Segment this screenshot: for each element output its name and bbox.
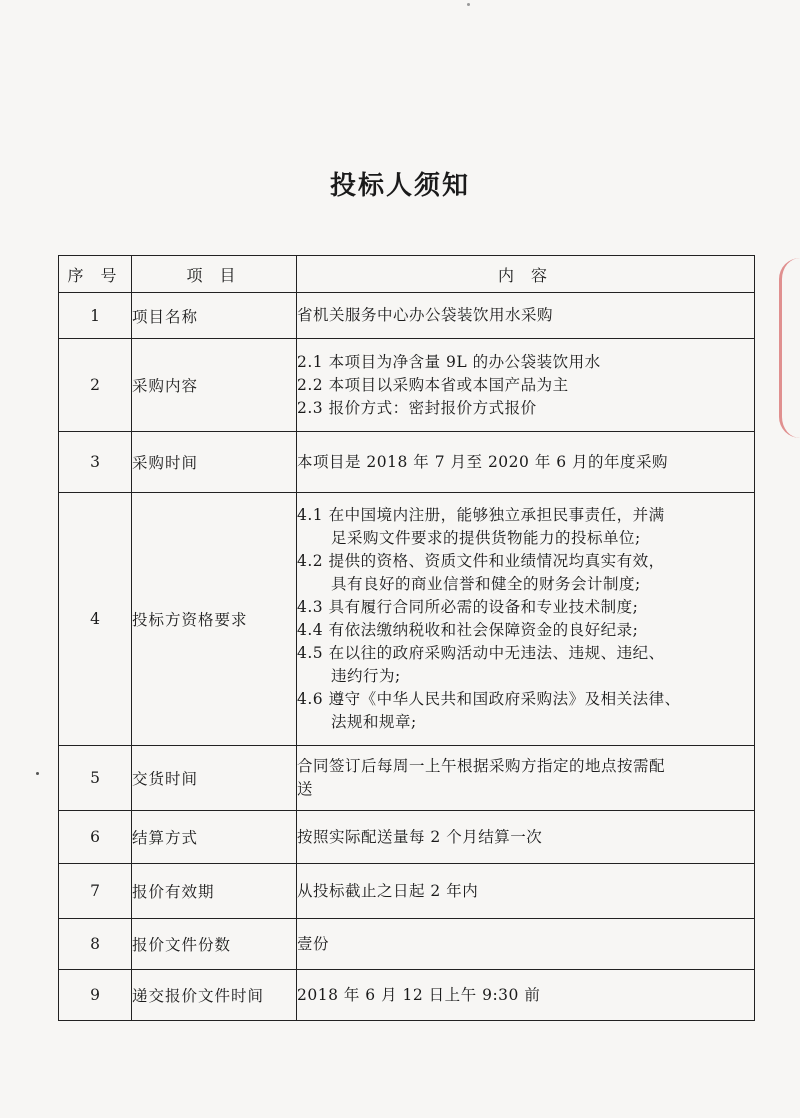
row-content xyxy=(297,339,755,432)
row-no: 5 xyxy=(59,746,132,811)
row-no: 2 xyxy=(59,339,132,432)
bidder-notice-table xyxy=(58,255,755,1021)
row-content xyxy=(297,493,755,746)
header-content: 内 容 xyxy=(297,256,755,293)
row-item: 报价有效期 xyxy=(132,864,297,919)
content-line: 合同签订后每周一上午根据采购方指定的地点按需配 xyxy=(297,757,666,775)
row-item: 报价文件份数 xyxy=(132,919,297,970)
scan-speck xyxy=(36,772,39,775)
row-content xyxy=(297,746,755,811)
row-no: 4 xyxy=(59,493,132,746)
content-line: 违约行为; xyxy=(331,667,401,685)
content-line: 2.1 本项目为净含量 9L 的办公袋装饮用水 xyxy=(297,352,601,371)
row-no: 7 xyxy=(59,864,132,919)
table-row xyxy=(59,811,755,864)
row-content xyxy=(297,811,755,864)
table-row xyxy=(59,919,755,970)
row-content xyxy=(297,919,755,970)
row-content xyxy=(297,970,755,1021)
table-row xyxy=(59,339,755,432)
table-row xyxy=(59,432,755,493)
content-line: 4.6 遵守《中华人民共和国政府采购法》及相关法律、 xyxy=(297,690,681,708)
content-line: 4.2 提供的资格、资质文件和业绩情况均真实有效， xyxy=(297,552,665,570)
row-no: 1 xyxy=(59,293,132,339)
content-line: 省机关服务中心办公袋装饮用水采购 xyxy=(297,306,554,324)
row-item: 项目名称 xyxy=(132,293,297,339)
content-line: 4.5 在以往的政府采购活动中无违法、违规、违纪、 xyxy=(297,644,665,662)
content-line: 4.1 在中国境内注册，能够独立承担民事责任，并满 xyxy=(297,506,665,524)
content-line: 足采购文件要求的提供货物能力的投标单位; xyxy=(331,529,641,547)
table-header-row xyxy=(59,256,755,293)
content-line: 壹份 xyxy=(297,934,330,953)
content-line: 从投标截止之日起 2 年内 xyxy=(297,881,479,900)
row-item: 采购内容 xyxy=(132,339,297,432)
content-line: 法规和规章; xyxy=(331,713,417,731)
table-row xyxy=(59,293,755,339)
content-line: 4.3 具有履行合同所必需的设备和专业技术制度; xyxy=(297,598,639,616)
header-no: 序 号 xyxy=(59,256,132,293)
row-no: 3 xyxy=(59,432,132,493)
content-line: 2.3 报价方式：密封报价方式报价 xyxy=(297,398,537,417)
content-line: 2018 年 6 月 12 日上午 9:30 前 xyxy=(297,985,541,1004)
row-item: 采购时间 xyxy=(132,432,297,493)
content-line: 本项目是 2018 年 7 月至 2020 年 6 月的年度采购 xyxy=(297,452,669,471)
content-line: 具有良好的商业信誉和健全的财务会计制度; xyxy=(331,575,641,593)
table-row xyxy=(59,493,755,746)
row-no: 8 xyxy=(59,919,132,970)
row-content xyxy=(297,293,755,339)
table-row xyxy=(59,970,755,1021)
row-item: 递交报价文件时间 xyxy=(132,970,297,1021)
content-line: 4.4 有依法缴纳税收和社会保障资金的良好纪录; xyxy=(297,621,639,639)
content-line: 按照实际配送量每 2 个月结算一次 xyxy=(297,827,543,846)
page-title: 投标人须知 xyxy=(329,171,470,201)
red-seal-stamp-edge xyxy=(779,258,800,438)
content-line: 2.2 本项目以采购本省或本国产品为主 xyxy=(297,375,569,394)
row-content xyxy=(297,432,755,493)
table-row xyxy=(59,864,755,919)
row-item: 结算方式 xyxy=(132,811,297,864)
row-no: 9 xyxy=(59,970,132,1021)
row-content xyxy=(297,864,755,919)
table-row xyxy=(59,746,755,811)
row-no: 6 xyxy=(59,811,132,864)
scan-speck xyxy=(467,3,470,6)
row-item: 投标方资格要求 xyxy=(132,493,297,746)
row-item: 交货时间 xyxy=(132,746,297,811)
content-line: 送 xyxy=(297,780,314,798)
header-item: 项 目 xyxy=(132,256,297,293)
